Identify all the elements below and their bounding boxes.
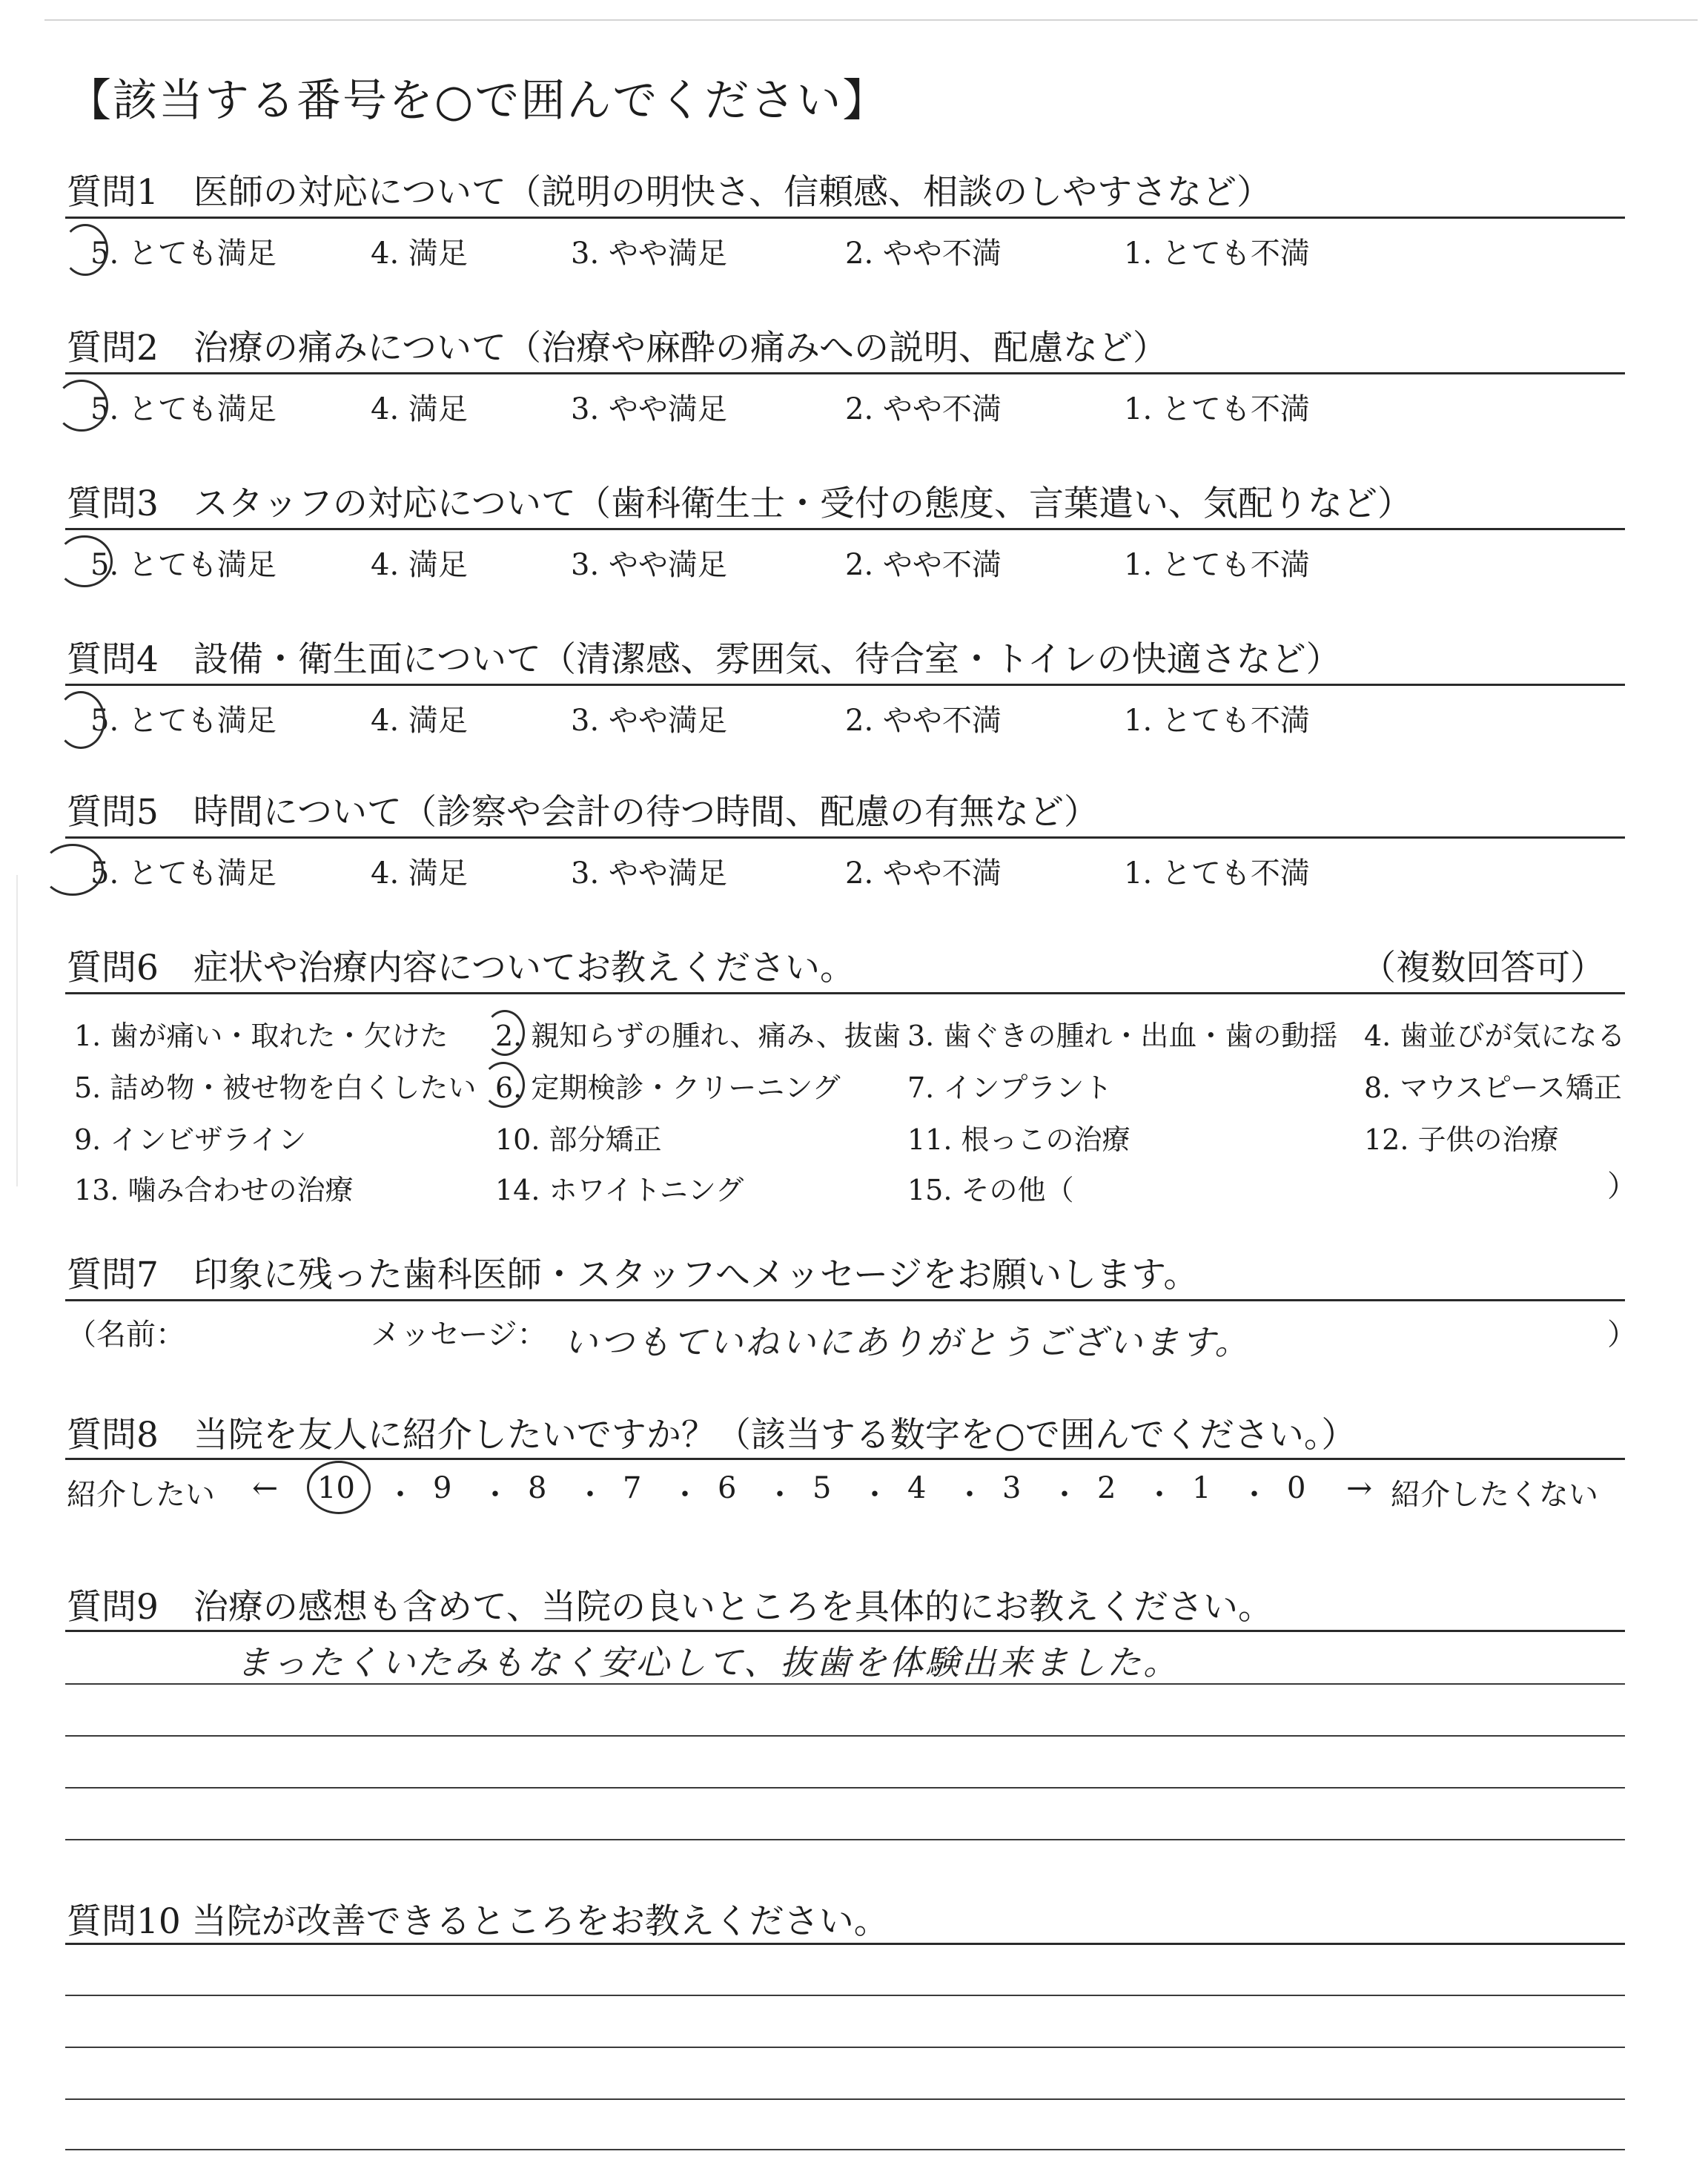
q7-message-handwritten: いつもていねいにありがとうございます。 bbox=[563, 1322, 1251, 1362]
q1-option-2: 2. やや不満 bbox=[845, 237, 1002, 271]
q10-answer-line bbox=[65, 2047, 1625, 2048]
q6-item-9: 9. インビザライン bbox=[74, 1123, 307, 1156]
q10-answer-line bbox=[65, 1995, 1625, 1996]
q5-rule bbox=[65, 836, 1625, 839]
q5-option-3: 3. やや満足 bbox=[571, 856, 727, 891]
q9-answer-handwritten: まったくいたみもなく安心して、抜歯を体験出来ました。 bbox=[236, 1642, 1180, 1682]
q3-title: 質問3 スタッフの対応について（歯科衛生士・受付の態度、言葉遣い、気配りなど） bbox=[67, 483, 1412, 524]
q8-scale-value-5: 5 bbox=[812, 1471, 832, 1505]
q8-right-arrow: → bbox=[1346, 1470, 1373, 1506]
q1-title: 質問1 医師の対応について（説明の明快さ、信頼感、相談のしやすさなど） bbox=[67, 172, 1272, 213]
q3-option-2: 2. やや不満 bbox=[845, 548, 1002, 582]
q6-item-3: 3. 歯ぐきの腫れ・出血・歯の動揺 bbox=[907, 1020, 1338, 1052]
q7-title: 質問7 印象に残った歯科医師・スタッフへメッセージをお願いします。 bbox=[67, 1255, 1199, 1295]
q8-scale-value-3: 3 bbox=[1002, 1471, 1022, 1505]
q10-answer-line bbox=[65, 2098, 1625, 2100]
q1-rule bbox=[65, 217, 1625, 219]
q8-scale-value-2: 2 bbox=[1097, 1471, 1116, 1505]
q6-item-8: 8. マウスピース矯正 bbox=[1364, 1071, 1622, 1104]
q5-selected-circle bbox=[42, 844, 104, 896]
q2-option-2: 2. やや不満 bbox=[845, 392, 1002, 426]
q6-item-6: 6. 定期検診・クリーニング bbox=[495, 1071, 841, 1104]
q5-title: 質問5 時間について（診察や会計の待つ時間、配慮の有無など） bbox=[67, 792, 1099, 833]
q9-answer-line bbox=[65, 1787, 1625, 1789]
q1-option-1: 1. とても不満 bbox=[1124, 237, 1310, 271]
q6-close-paren: ） bbox=[1607, 1169, 1637, 1203]
q8-scale-separator: ・ bbox=[670, 1478, 700, 1512]
q5-option-4: 4. 満足 bbox=[371, 856, 468, 891]
q6-item-15: 15. その他（ bbox=[907, 1174, 1074, 1206]
q2-selected-circle bbox=[55, 380, 108, 432]
q4-option-2: 2. やや不満 bbox=[845, 704, 1002, 738]
q9-answer-line bbox=[65, 1683, 1625, 1685]
q8-scale-separator: ・ bbox=[385, 1478, 415, 1512]
q8-scale-value-7: 7 bbox=[623, 1471, 642, 1505]
q2-option-1: 1. とても不満 bbox=[1124, 392, 1310, 426]
q5-option-1: 1. とても不満 bbox=[1124, 856, 1310, 891]
q6-title: 質問6 症状や治療内容についてお教えください。 bbox=[67, 948, 855, 988]
q9-answer-line bbox=[65, 1735, 1625, 1737]
q9-rule bbox=[65, 1630, 1625, 1632]
q6-item2-circle bbox=[485, 1010, 525, 1056]
q8-right-label: 紹介したくない bbox=[1391, 1478, 1598, 1512]
q8-scale-value-10: 10 bbox=[317, 1471, 355, 1505]
q8-scale-separator: ・ bbox=[1050, 1478, 1079, 1512]
q3-option-5: 5. とても満足 bbox=[90, 548, 277, 582]
q6-item-10: 10. 部分矯正 bbox=[495, 1123, 662, 1156]
q5-option-2: 2. やや不満 bbox=[845, 856, 1002, 891]
q6-item-14: 14. ホワイトニング bbox=[495, 1174, 744, 1206]
q1-option-3: 3. やや満足 bbox=[571, 237, 727, 271]
q7-message-label: メッセージ： bbox=[371, 1318, 547, 1352]
q6-item-11: 11. 根っこの治療 bbox=[907, 1123, 1131, 1156]
q3-rule bbox=[65, 528, 1625, 530]
scan-edge-line bbox=[44, 19, 1698, 21]
q1-option-5: 5. とても満足 bbox=[90, 237, 277, 271]
q8-scale-value-6: 6 bbox=[718, 1471, 737, 1505]
q8-left-arrow: ← bbox=[252, 1470, 279, 1506]
q8-selected-circle bbox=[307, 1461, 371, 1514]
q8-left-label: 紹介したい bbox=[67, 1478, 215, 1512]
q2-title: 質問2 治療の痛みについて（治療や麻酔の痛みへの説明、配慮など） bbox=[67, 328, 1168, 369]
q7-rule bbox=[65, 1299, 1625, 1301]
instruction-heading: 【該当する番号を○で囲んでください】 bbox=[67, 75, 889, 127]
q9-answer-line bbox=[65, 1839, 1625, 1840]
q4-title: 質問4 設備・衛生面について（清潔感、雰囲気、待合室・トイレの快適さなど） bbox=[67, 639, 1341, 680]
q4-selected-circle bbox=[56, 691, 105, 749]
q8-scale-separator: ・ bbox=[1239, 1478, 1269, 1512]
q1-option-4: 4. 満足 bbox=[371, 237, 468, 271]
q8-scale-separator: ・ bbox=[860, 1478, 890, 1512]
q3-option-1: 1. とても不満 bbox=[1124, 548, 1310, 582]
q10-answer-line bbox=[65, 2149, 1625, 2150]
q6-item-4: 4. 歯並びが気になる bbox=[1364, 1020, 1626, 1052]
q9-title: 質問9 治療の感想も含めて、当院の良いところを具体的にお教えください。 bbox=[67, 1587, 1273, 1628]
q4-option-3: 3. やや満足 bbox=[571, 704, 727, 738]
q6-item-13: 13. 噛み合わせの治療 bbox=[74, 1174, 354, 1206]
q6-item-2: 2. 親知らずの腫れ、痛み、抜歯 bbox=[495, 1020, 901, 1052]
q8-scale-value-9: 9 bbox=[433, 1471, 452, 1505]
q8-scale-value-1: 1 bbox=[1192, 1471, 1211, 1505]
q10-rule bbox=[65, 1943, 1625, 1945]
q4-option-4: 4. 満足 bbox=[371, 704, 468, 738]
q6-rule bbox=[65, 992, 1625, 994]
q6-note: （複数回答可） bbox=[1361, 948, 1605, 988]
q2-option-3: 3. やや満足 bbox=[571, 392, 727, 426]
q3-option-3: 3. やや満足 bbox=[571, 548, 727, 582]
q8-scale-separator: ・ bbox=[480, 1478, 510, 1512]
q1-selected-circle bbox=[62, 224, 108, 276]
q3-selected-circle bbox=[56, 535, 113, 587]
q8-scale-value-0: 0 bbox=[1287, 1471, 1306, 1505]
q6-item-1: 1. 歯が痛い・取れた・欠けた bbox=[74, 1020, 448, 1052]
q8-scale-separator: ・ bbox=[765, 1478, 795, 1512]
q2-option-4: 4. 満足 bbox=[371, 392, 468, 426]
q8-rule bbox=[65, 1458, 1625, 1460]
q6-item-7: 7. インプラント bbox=[907, 1071, 1113, 1104]
q8-scale-separator: ・ bbox=[955, 1478, 984, 1512]
q8-title: 質問8 当院を友人に紹介したいですか？（該当する数字を○で囲んでください。） bbox=[67, 1415, 1357, 1456]
q7-close-paren: ） bbox=[1607, 1318, 1637, 1352]
q4-rule bbox=[65, 684, 1625, 686]
q2-rule bbox=[65, 372, 1625, 374]
q4-option-5: 5. とても満足 bbox=[90, 704, 277, 738]
q4-option-1: 1. とても不満 bbox=[1124, 704, 1310, 738]
q6-item-5: 5. 詰め物・被せ物を白くしたい bbox=[74, 1071, 477, 1104]
q8-scale-value-8: 8 bbox=[528, 1471, 547, 1505]
q5-option-5: 5. とても満足 bbox=[90, 856, 277, 891]
q8-scale-value-4: 4 bbox=[907, 1471, 927, 1505]
q8-scale-separator: ・ bbox=[575, 1478, 605, 1512]
q2-option-5: 5. とても満足 bbox=[90, 392, 277, 426]
q10-title: 質問10 当院が改善できるところをお教えください。 bbox=[67, 1901, 889, 1942]
q6-item-12: 12. 子供の治療 bbox=[1364, 1123, 1559, 1156]
q8-scale-separator: ・ bbox=[1145, 1478, 1174, 1512]
q7-name-label: （名前： bbox=[67, 1318, 185, 1352]
q6-item6-circle bbox=[482, 1062, 525, 1108]
q3-option-4: 4. 満足 bbox=[371, 548, 468, 582]
scan-edge-line bbox=[16, 875, 18, 1186]
